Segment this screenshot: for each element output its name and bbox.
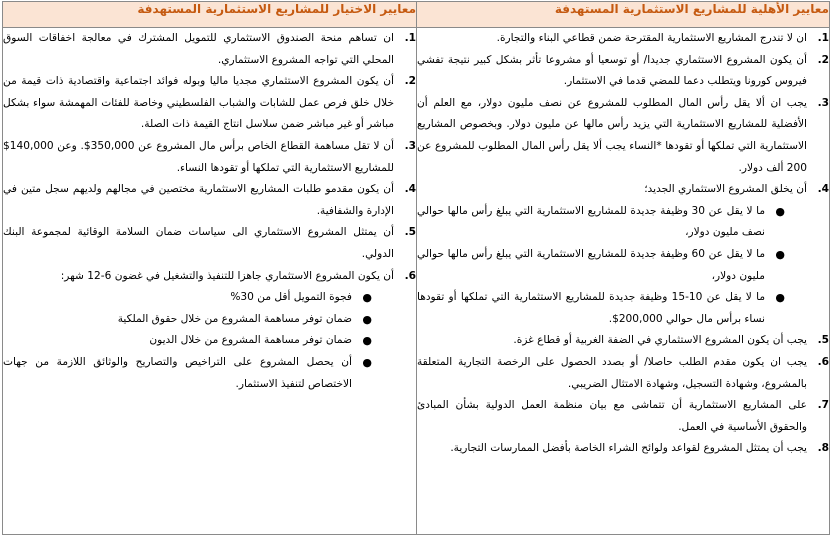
selection-item: [3, 266, 416, 396]
item-number: 5.: [404, 226, 416, 239]
bullet-icon: ●: [362, 355, 372, 369]
sub-item: [3, 287, 376, 309]
sub-item: [3, 352, 376, 395]
item-number: 4.: [817, 183, 829, 196]
eligibility-column: [417, 28, 830, 535]
sub-item: [417, 244, 789, 287]
eligibility-item: [417, 50, 829, 93]
item-number: 3.: [404, 139, 416, 152]
item-text: يجب أن يكون المشروع الاستثماري في الضفة الغربية أو قطاع غزة.: [513, 334, 807, 347]
sub-list: [3, 287, 394, 395]
eligibility-item: [417, 28, 829, 50]
bullet-icon: ●: [362, 291, 372, 305]
eligibility-item: [417, 179, 829, 330]
item-number: 5.: [817, 334, 829, 347]
sub-item-text: ضمان توفر مساهمة المشروع من خلال حقوق الملكية: [117, 312, 352, 325]
item-text: يجب أن يمتثل المشروع لقواعد ولوائح الشراء الخاصة بأفضل الممارسات التجارية.: [450, 442, 807, 455]
selection-item: [3, 222, 416, 265]
eligibility-item: [417, 438, 829, 460]
eligibility-item: [417, 395, 829, 438]
item-number: 6.: [817, 355, 829, 368]
bullet-icon: ●: [775, 247, 785, 261]
eligibility-item: [417, 352, 829, 395]
item-text: أن يكون المشروع الاستثماري جديدا/ أو توسعيا أو مشروعا تأثر بشكل كبير نتيجة تفشي فيروس كورونا ويتطلب دعما للمضي قدما في الاستثمار.: [417, 53, 807, 88]
item-text: يجب ان يكون مقدم الطلب حاصلا/ أو بصدد الحصول على الرخصة التجارية المتعلقة بالمشروع، وشهادة التسجيل، وشهادة الامتثال الضريبي.: [417, 355, 807, 390]
sub-item: [417, 201, 789, 244]
item-number: 8.: [817, 442, 829, 455]
sub-item-text: ضمان توفر مساهمة المشروع من خلال الديون: [149, 334, 352, 347]
bullet-icon: ●: [362, 312, 372, 326]
eligibility-item: [417, 93, 829, 179]
item-number: 2.: [404, 75, 416, 88]
sub-item-text: ما لا يقل عن 30 وظيفة جديدة للمشاريع الاستثمارية التي يبلغ رأس مالها حوالي نصف مليون دولار،: [417, 204, 766, 239]
item-text: أن يخلق المشروع الاستثماري الجديد؛: [644, 183, 807, 196]
item-number: 2.: [817, 53, 829, 66]
item-text: أن يكون المشروع الاستثماري مجديا ماليا وبوله فوائد اجتماعية واقتصادية ذات قيمة من خلال خلق فرص عمل للشابات والشباب الفلسطيني وخاصة للفئات المهمشة سواء بشكل مباشر أو غير مباشر ضمن سلاسل انتاج القيمة ذات الصلة.: [3, 75, 394, 131]
item-number: 1.: [817, 32, 829, 44]
sub-item-text: فجوة التمويل أقل من 30%: [230, 291, 352, 304]
item-text: أن يمتثل المشروع الاستثماري الى سياسات ضمان السلامة الوقائية لمجموعة البنك الدولي.: [3, 226, 394, 260]
bullet-icon: ●: [775, 204, 785, 218]
selection-item: [3, 28, 416, 71]
selection-item: [3, 71, 416, 136]
sub-item-text: أن يحصل المشروع على التراخيص والتصاريح والوثائق اللازمة من جهات الاختصاص لتنفيذ الاستثمار.: [3, 355, 352, 390]
selection-item: [3, 136, 416, 179]
selection-header: معايير الاختيار للمشاريع الاستثمارية المستهدفة: [3, 2, 417, 28]
selection-item: [3, 179, 416, 222]
bullet-icon: ●: [362, 334, 372, 348]
item-text: على المشاريع الاستثمارية أن تتماشى مع بيان منظمة العمل الدولية بشأن المبادئ والحقوق الأساسية في العمل.: [417, 399, 807, 433]
item-number: 1.: [404, 32, 416, 44]
bullet-icon: ●: [775, 291, 785, 305]
item-number: 7.: [817, 399, 829, 412]
item-text: أن يكون المشروع الاستثماري جاهزا للتنفيذ والتشغيل في غضون 6-12 شهر:: [60, 269, 394, 282]
item-text: ان تساهم منحة الصندوق الاستثماري للتمويل المشترك في معالجة اخفاقات السوق المحلي التي تواجه المشروع الاستثماري.: [3, 32, 394, 66]
sub-list: [417, 201, 807, 331]
item-text: أن لا تقل مساهمة القطاع الخاص برأس مال المشروع عن 350,000$. وعن 140,000$ للمشاريع الاستثمارية التي تملكها أو تقودها النساء.: [3, 139, 395, 174]
eligibility-list: [417, 28, 829, 460]
item-number: 6.: [404, 269, 416, 282]
criteria-table: [2, 1, 830, 535]
eligibility-item: [417, 330, 829, 352]
eligibility-header: معايير الأهلية للمشاريع الاستثمارية المستهدفة: [417, 2, 830, 28]
sub-item: [3, 309, 376, 331]
sub-item-text: ما لا يقل عن 10-15 وظيفة جديدة للمشاريع الاستثمارية التي تملكها أو تقودها نساء برأس مال حوالي 200,000$.: [417, 291, 765, 325]
sub-item-text: ما لا يقل عن 60 وظيفة جديدة للمشاريع الاستثمارية التي يبلغ رأس مالها حوالي مليون دولار،: [417, 247, 766, 282]
selection-column: [3, 28, 417, 535]
item-text: أن يكون مقدمو طلبات المشاريع الاستثمارية مختصين في مجالهم ولديهم سجل متين في الإدارة والشفافية.: [3, 183, 394, 217]
item-text: ان لا تندرج المشاريع الاستثمارية المقترحة ضمن قطاعي البناء والتجارة.: [496, 32, 807, 44]
sub-item: [3, 330, 376, 352]
selection-list: [3, 28, 416, 395]
sub-item: [417, 287, 789, 330]
item-number: 3.: [817, 96, 829, 109]
item-text: يجب ان ألا يقل رأس المال المطلوب للمشروع عن نصف مليون دولار، مع العلم أن الأفضلية للمشاريع الاستثمارية التي يزيد رأس مالها عن مليون دولار. وبخصوص المشاريع الاستثمارية التي تملكها أو تقودها *النساء يجب ألا يقل رأس المال المطلوب للمشروع عن 200 ألف دولار.: [417, 96, 807, 174]
item-number: 4.: [404, 183, 416, 196]
